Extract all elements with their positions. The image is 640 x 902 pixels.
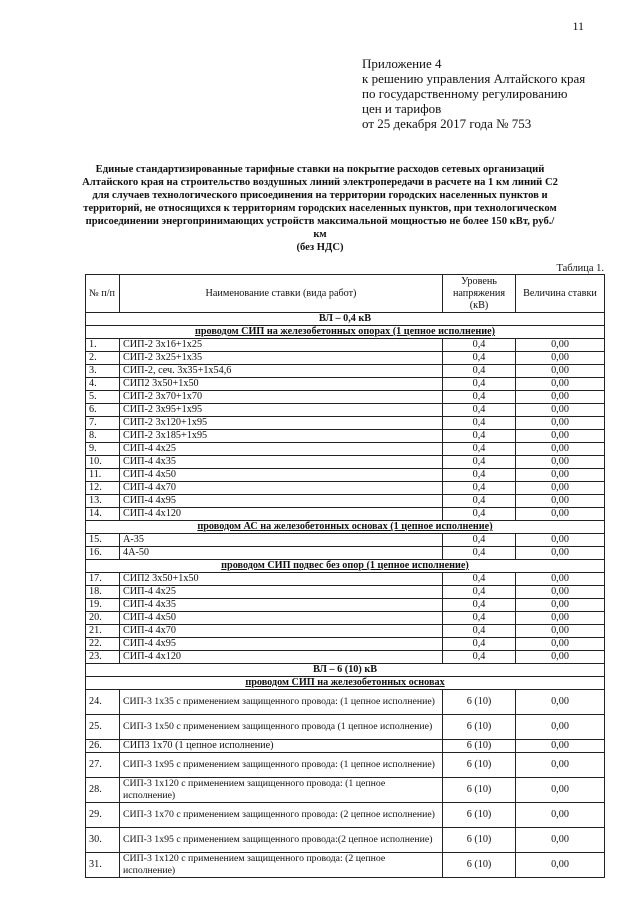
table-label: Таблица 1. (556, 263, 604, 274)
row-voltage: 0,4 (443, 482, 516, 495)
table-row (86, 612, 605, 625)
row-number: 31. (86, 853, 120, 878)
appendix-line: по государственному регулированию (362, 86, 568, 101)
row-number: 19. (86, 599, 120, 612)
row-voltage: 0,4 (443, 365, 516, 378)
row-voltage: 0,4 (443, 352, 516, 365)
row-number: 13. (86, 495, 120, 508)
row-value: 0,00 (516, 482, 605, 495)
row-name: СИП-2, сеч. 3х35+1х54,6 (120, 365, 443, 378)
section-row (86, 313, 605, 326)
table-row (86, 339, 605, 352)
row-number: 27. (86, 753, 120, 778)
row-name: СИП2 3х50+1х50 (120, 378, 443, 391)
table-row (86, 469, 605, 482)
section-title: ВЛ – 0,4 кВ (86, 313, 605, 326)
appendix-line: Приложение 4 (362, 56, 442, 71)
section-title: ВЛ – 6 (10) кВ (86, 664, 605, 677)
row-value: 0,00 (516, 612, 605, 625)
row-value: 0,00 (516, 391, 605, 404)
row-voltage: 6 (10) (443, 853, 516, 878)
row-name: СИП-3 1х50 с применением защищенного провода (1 цепное исполнение) (120, 715, 443, 740)
subsection-row (86, 521, 605, 534)
row-voltage: 0,4 (443, 638, 516, 651)
subsection-title: проводом АС на железобетонных основах (1 цепное исполнение) (86, 521, 605, 534)
header-num: № п/п (86, 275, 120, 313)
row-name: А-35 (120, 534, 443, 547)
subsection-title: проводом СИП на железобетонных опорах (1 цепное исполнение) (86, 326, 605, 339)
row-voltage: 6 (10) (443, 828, 516, 853)
table-row (86, 625, 605, 638)
row-number: 26. (86, 740, 120, 753)
heading-line: присоединении энергопринимающих устройств максимальной мощностью не более 150 кВт, руб./км (85, 216, 555, 240)
row-value: 0,00 (516, 534, 605, 547)
table-row (86, 391, 605, 404)
table-row (86, 365, 605, 378)
row-number: 8. (86, 430, 120, 443)
row-number: 1. (86, 339, 120, 352)
row-name: СИП-3 1х95 с применением защищенного провода: (1 цепное исполнение) (120, 753, 443, 778)
row-name: СИП-3 1х70 с применением защищенного провода: (2 цепное исполнение) (120, 803, 443, 828)
subsection-title: проводом СИП на железобетонных основах (86, 677, 605, 690)
table-row (86, 417, 605, 430)
row-value: 0,00 (516, 853, 605, 878)
row-value: 0,00 (516, 508, 605, 521)
row-number: 25. (86, 715, 120, 740)
row-number: 24. (86, 690, 120, 715)
row-name: СИП-3 1х35 с применением защищенного провода: (1 цепное исполнение) (120, 690, 443, 715)
row-voltage: 0,4 (443, 417, 516, 430)
table-row (86, 690, 605, 715)
table-row (86, 443, 605, 456)
row-voltage: 0,4 (443, 456, 516, 469)
row-value: 0,00 (516, 378, 605, 391)
row-number: 17. (86, 573, 120, 586)
row-value: 0,00 (516, 339, 605, 352)
row-name: СИП-4 4х120 (120, 508, 443, 521)
row-name: СИП-3 1х120 с применением защищенного провода: (2 цепное исполнение) (120, 853, 443, 878)
row-value: 0,00 (516, 469, 605, 482)
row-number: 7. (86, 417, 120, 430)
heading-line: территорий, не относящихся к территориям городских населенных пунктов, при технологическом (83, 203, 557, 214)
row-name: СИП-4 4х70 (120, 482, 443, 495)
row-number: 30. (86, 828, 120, 853)
row-value: 0,00 (516, 586, 605, 599)
row-name: СИП-2 3х70+1х70 (120, 391, 443, 404)
table-row (86, 378, 605, 391)
row-number: 18. (86, 586, 120, 599)
table-row (86, 740, 605, 753)
table-row (86, 753, 605, 778)
heading-line: Единые стандартизированные тарифные ставки на покрытие расходов сетевых организаций (95, 164, 545, 175)
row-name: СИП-4 4х50 (120, 612, 443, 625)
row-voltage: 6 (10) (443, 740, 516, 753)
row-name: СИП-4 4х35 (120, 456, 443, 469)
row-name: СИП-2 3х25+1х35 (120, 352, 443, 365)
subsection-row (86, 677, 605, 690)
row-voltage: 0,4 (443, 547, 516, 560)
row-voltage: 6 (10) (443, 690, 516, 715)
table-row (86, 495, 605, 508)
row-voltage: 0,4 (443, 586, 516, 599)
row-name: СИП-4 4х95 (120, 495, 443, 508)
row-number: 10. (86, 456, 120, 469)
table-row (86, 586, 605, 599)
row-voltage: 0,4 (443, 443, 516, 456)
heading-line: для случаев технологического присоединения на территории городских населенных пунктов и (92, 190, 548, 201)
row-number: 2. (86, 352, 120, 365)
row-number: 14. (86, 508, 120, 521)
row-value: 0,00 (516, 599, 605, 612)
row-name: СИП-3 1х120 с применением защищенного провода: (1 цепное исполнение) (120, 778, 443, 803)
row-value: 0,00 (516, 547, 605, 560)
rates-table (85, 274, 605, 878)
row-number: 9. (86, 443, 120, 456)
row-number: 23. (86, 651, 120, 664)
row-name: СИП-4 4х35 (120, 599, 443, 612)
row-value: 0,00 (516, 715, 605, 740)
row-value: 0,00 (516, 456, 605, 469)
row-voltage: 0,4 (443, 599, 516, 612)
subsection-row (86, 560, 605, 573)
row-name: СИП-4 4х120 (120, 651, 443, 664)
table-row (86, 599, 605, 612)
row-number: 12. (86, 482, 120, 495)
row-number: 20. (86, 612, 120, 625)
table-row (86, 430, 605, 443)
table-row (86, 638, 605, 651)
appendix-line: цен и тарифов (362, 101, 442, 116)
row-voltage: 0,4 (443, 534, 516, 547)
row-voltage: 6 (10) (443, 778, 516, 803)
heading-line: (без НДС) (296, 242, 344, 253)
row-value: 0,00 (516, 690, 605, 715)
row-name: СИП-4 4х70 (120, 625, 443, 638)
table-row (86, 803, 605, 828)
table-row (86, 715, 605, 740)
table-row (86, 534, 605, 547)
row-number: 15. (86, 534, 120, 547)
row-value: 0,00 (516, 778, 605, 803)
page-number: 11 (572, 19, 584, 33)
table-header-row (86, 275, 605, 313)
row-number: 11. (86, 469, 120, 482)
row-number: 4. (86, 378, 120, 391)
row-value: 0,00 (516, 404, 605, 417)
row-value: 0,00 (516, 638, 605, 651)
row-name: СИП-2 3х95+1х95 (120, 404, 443, 417)
row-name: СИП-2 3х120+1х95 (120, 417, 443, 430)
row-voltage: 0,4 (443, 612, 516, 625)
row-number: 22. (86, 638, 120, 651)
table-row (86, 651, 605, 664)
row-voltage: 0,4 (443, 469, 516, 482)
table-row (86, 352, 605, 365)
appendix-line: к решению управления Алтайского края (362, 71, 586, 86)
row-value: 0,00 (516, 573, 605, 586)
row-value: 0,00 (516, 803, 605, 828)
row-voltage: 0,4 (443, 495, 516, 508)
row-value: 0,00 (516, 740, 605, 753)
table-row (86, 547, 605, 560)
row-voltage: 0,4 (443, 378, 516, 391)
row-voltage: 6 (10) (443, 803, 516, 828)
row-name: СИП-2 3х185+1х95 (120, 430, 443, 443)
document-heading (80, 163, 560, 254)
row-name: СИП3 1х70 (1 цепное исполнение) (120, 740, 443, 753)
row-value: 0,00 (516, 352, 605, 365)
table-row (86, 404, 605, 417)
subsection-title: проводом СИП подвес без опор (1 цепное исполнение) (86, 560, 605, 573)
row-name: СИП-3 1х95 с применением защищенного провода:(2 цепное исполнение) (120, 828, 443, 853)
table-body (86, 313, 605, 878)
row-number: 3. (86, 365, 120, 378)
row-name: СИП-4 4х50 (120, 469, 443, 482)
row-number: 5. (86, 391, 120, 404)
table-row (86, 508, 605, 521)
header-name: Наименование ставки (вида работ) (120, 275, 443, 313)
row-number: 28. (86, 778, 120, 803)
row-voltage: 0,4 (443, 651, 516, 664)
table-row (86, 853, 605, 878)
row-voltage: 0,4 (443, 573, 516, 586)
section-row (86, 664, 605, 677)
row-number: 21. (86, 625, 120, 638)
row-voltage: 0,4 (443, 391, 516, 404)
row-name: СИП-2 3х16+1х25 (120, 339, 443, 352)
row-name: 4А-50 (120, 547, 443, 560)
row-value: 0,00 (516, 430, 605, 443)
table-row (86, 482, 605, 495)
row-number: 16. (86, 547, 120, 560)
row-voltage: 6 (10) (443, 753, 516, 778)
row-name: СИП2 3х50+1х50 (120, 573, 443, 586)
table-row (86, 456, 605, 469)
appendix-line: от 25 декабря 2017 года № 753 (362, 116, 532, 131)
row-value: 0,00 (516, 828, 605, 853)
row-value: 0,00 (516, 651, 605, 664)
heading-line: Алтайского края на строительство воздушных линий электропередачи в расчете на 1 км линий С2 (82, 177, 558, 188)
row-number: 6. (86, 404, 120, 417)
row-voltage: 0,4 (443, 430, 516, 443)
row-value: 0,00 (516, 495, 605, 508)
row-name: СИП-4 4х25 (120, 443, 443, 456)
table-row (86, 778, 605, 803)
row-voltage: 0,4 (443, 508, 516, 521)
row-value: 0,00 (516, 443, 605, 456)
row-value: 0,00 (516, 625, 605, 638)
appendix-block (362, 56, 585, 131)
row-name: СИП-4 4х25 (120, 586, 443, 599)
header-value: Величина ставки (516, 275, 605, 313)
header-voltage: Уровень напряжения (кВ) (443, 275, 516, 313)
row-value: 0,00 (516, 753, 605, 778)
subsection-row (86, 326, 605, 339)
row-number: 29. (86, 803, 120, 828)
row-voltage: 0,4 (443, 339, 516, 352)
row-value: 0,00 (516, 365, 605, 378)
table-row (86, 573, 605, 586)
row-voltage: 0,4 (443, 625, 516, 638)
table-row (86, 828, 605, 853)
row-value: 0,00 (516, 417, 605, 430)
row-voltage: 6 (10) (443, 715, 516, 740)
row-voltage: 0,4 (443, 404, 516, 417)
row-name: СИП-4 4х95 (120, 638, 443, 651)
